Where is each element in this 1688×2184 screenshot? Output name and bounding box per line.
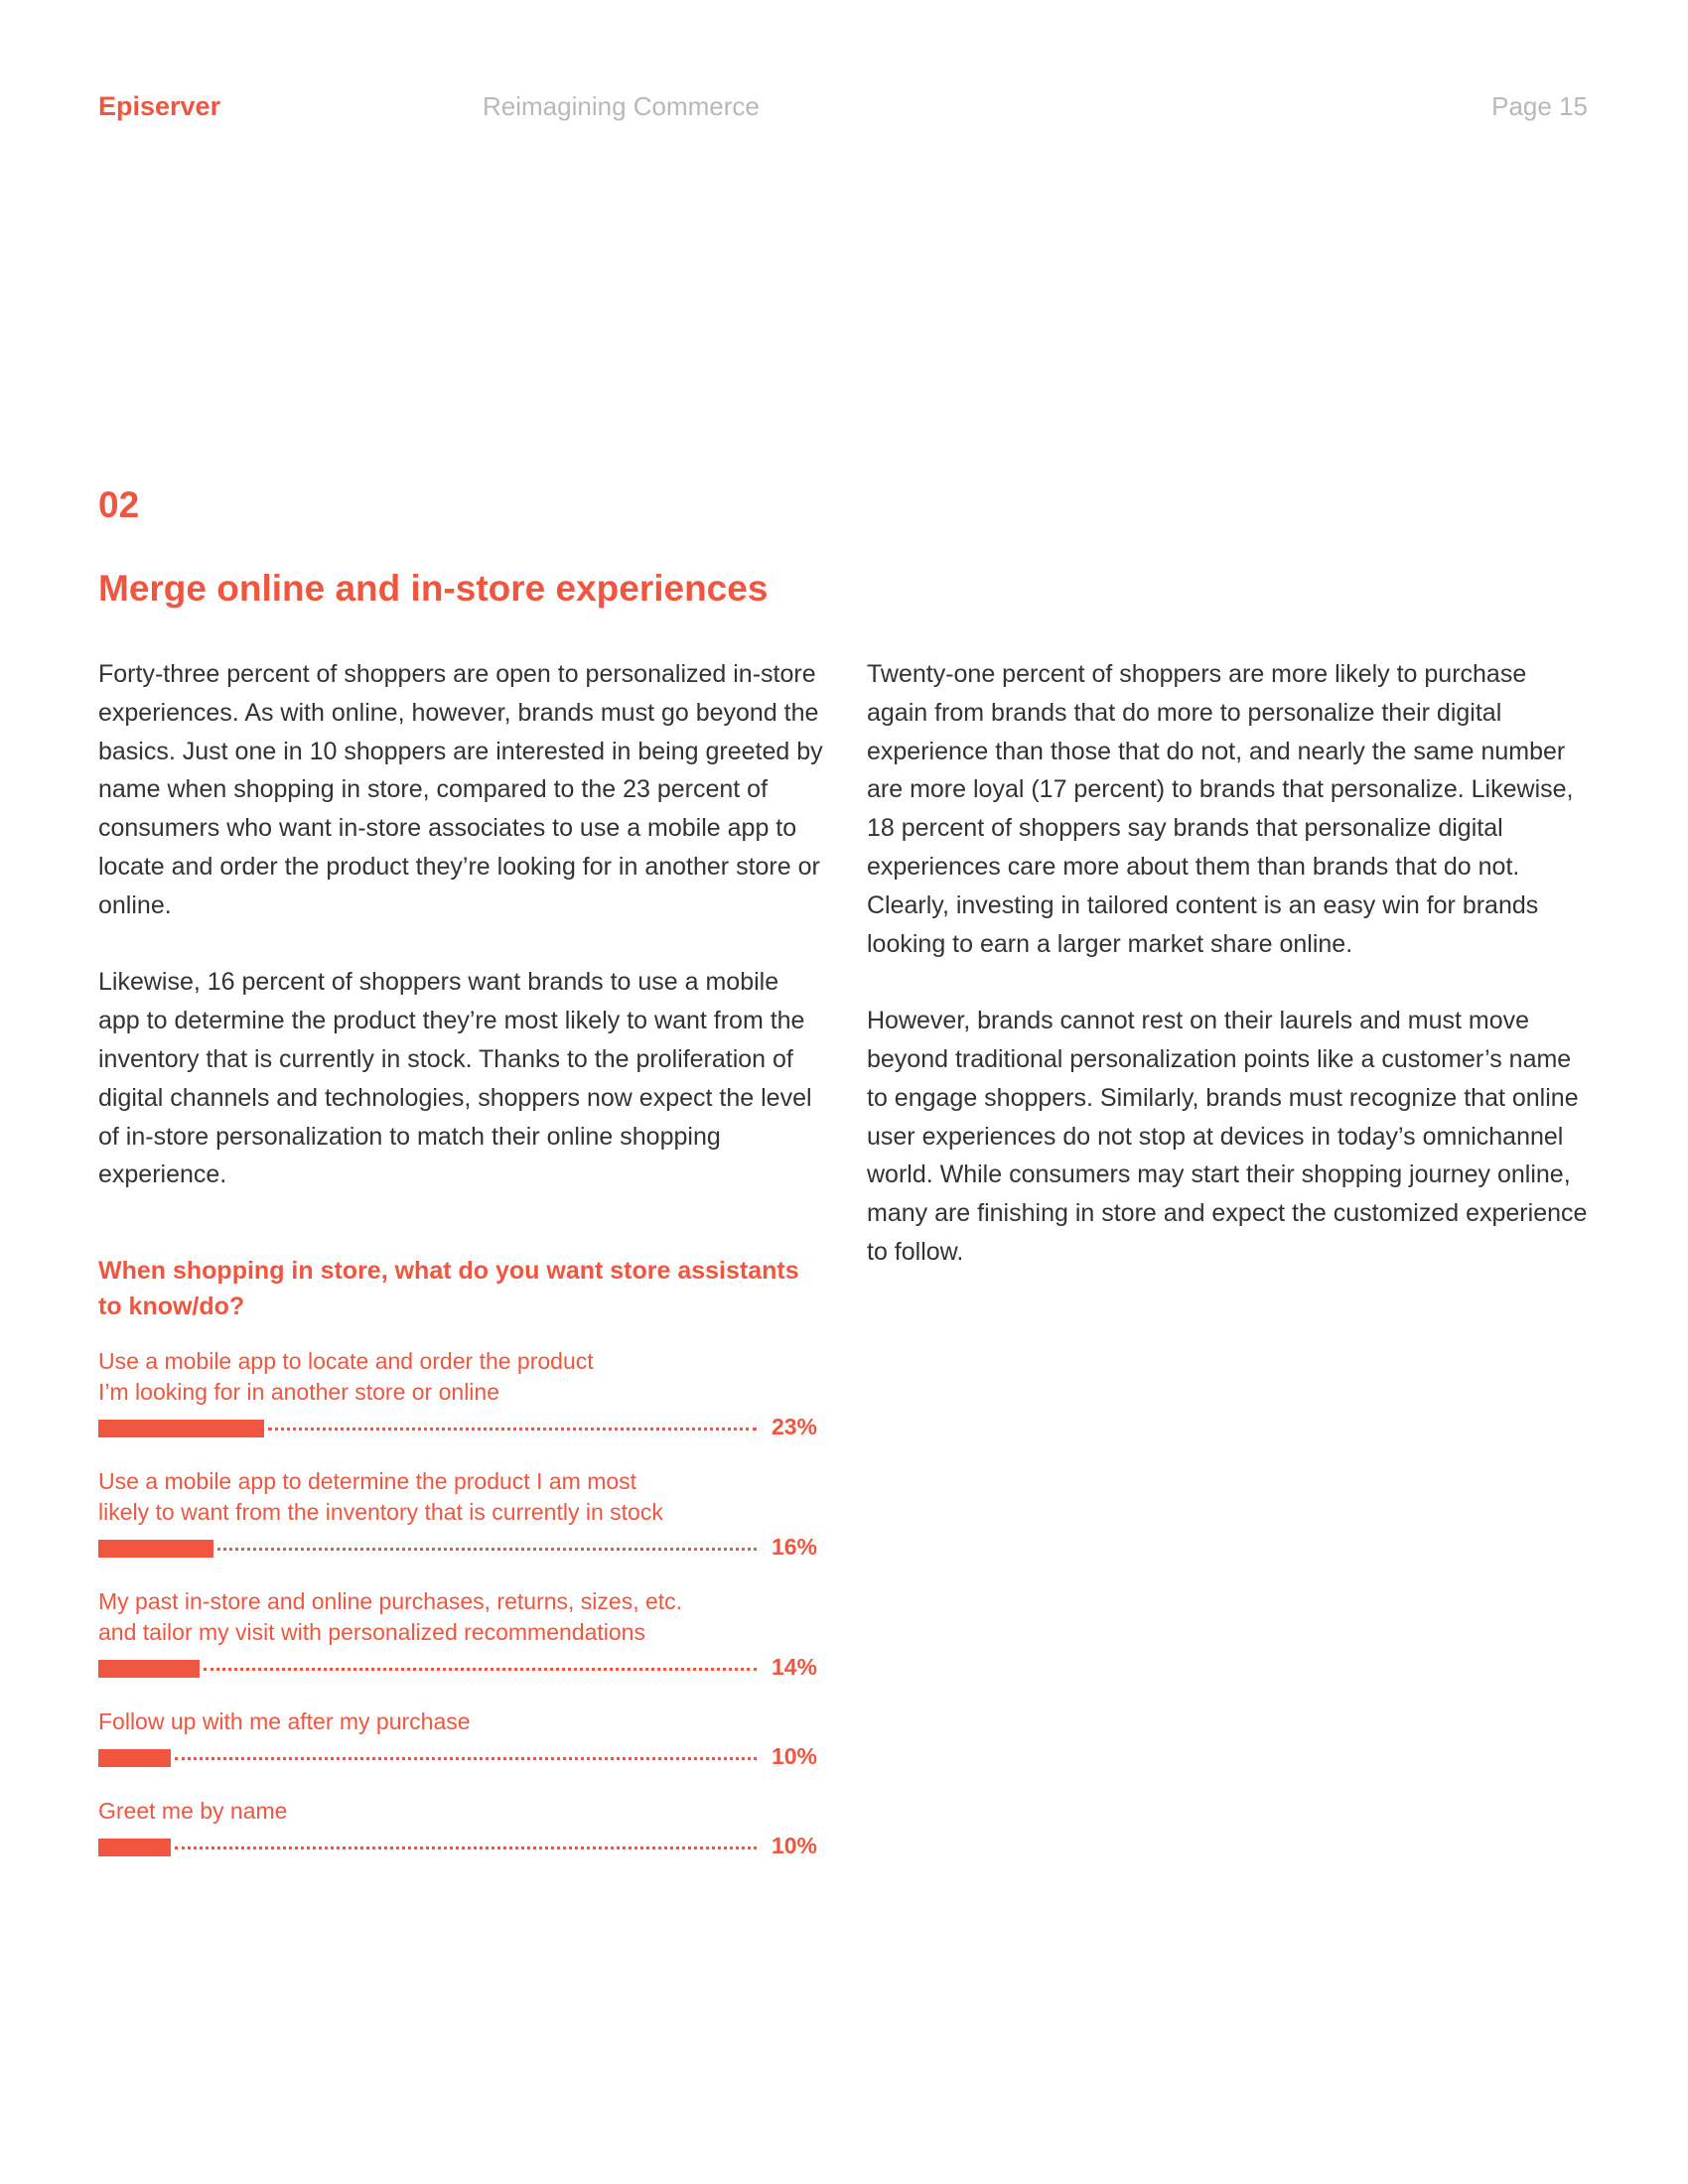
chart-item	[98, 1706, 817, 1769]
chart-item	[98, 1346, 817, 1439]
bar-remainder-dots	[204, 1668, 757, 1671]
right-paragraph-1: Twenty-one percent of shoppers are more likely to purchase again from brands that do more to personalize their digital experience than those that do not, and nearly the same number are more loyal (17 percent) to brands that personalize. Likewise, 18 percent of shoppers say brands that personalize digital experiences care more about them than brands that do not. Clearly, investing in tailored content is an easy win for brands looking to earn a larger market share online.	[867, 660, 1574, 958]
section-title: Merge online and in-store experiences	[98, 568, 769, 609]
bar	[98, 1420, 264, 1437]
left-column	[98, 655, 823, 1233]
document-title: Reimagining Commerce	[483, 91, 760, 121]
chart-category-label: Greet me by name	[98, 1798, 288, 1824]
bar-row	[98, 1532, 817, 1560]
chart-item	[98, 1796, 817, 1858]
right-paragraph-2: However, brands cannot rest on their laurels and must move beyond traditional personalization points like a customer’s name to engage shoppers. Similarly, brands must recognize that online user experiences do not stop at devices in today’s omnichannel world. While consumers may start their shopping journey online, many are finishing in store and expect the customized experience to follow.	[867, 1007, 1588, 1266]
bar-value-label: 10%	[771, 1743, 817, 1769]
right-column	[867, 655, 1592, 1310]
chart-items	[98, 1346, 817, 1858]
bar-row	[98, 1412, 817, 1439]
chart-category-label: Follow up with me after my purchase	[98, 1708, 471, 1734]
left-paragraph-2: Likewise, 16 percent of shoppers want brands to use a mobile app to determine the product they’re most likely to want from the inventory that is currently in stock. Thanks to the proliferation of digital channels and technologies, shoppers now expect the level of in-store personalization to match their online shopping experience.	[98, 968, 812, 1189]
bar	[98, 1749, 171, 1767]
survey-bar-chart	[98, 1253, 817, 1885]
section-number: 02	[98, 484, 140, 525]
chart-item	[98, 1466, 817, 1560]
brand-logo-text: Episerver	[98, 91, 221, 121]
chart-category-label: My past in-store and online purchases, returns, sizes, etc. and tailor my visit with personalized recommendations	[98, 1588, 683, 1645]
bar-remainder-dots	[175, 1846, 757, 1849]
bar	[98, 1839, 171, 1856]
page-number: Page 15	[1491, 91, 1588, 121]
bar-value-label: 10%	[771, 1833, 817, 1858]
bar-remainder-dots	[217, 1548, 757, 1551]
bar-row	[98, 1741, 817, 1769]
bar-value-label: 16%	[771, 1534, 817, 1560]
bar-row	[98, 1831, 817, 1858]
left-paragraph-1: Forty-three percent of shoppers are open to personalized in-store experiences. As with online, however, brands must go beyond the basics. Just one in 10 shoppers are interested in being greeted by name when shopping in store, compared to the 23 percent of consumers who want in-store associates to use a mobile app to locate and order the product they’re looking for in another store or online.	[98, 660, 823, 919]
chart-category-label: Use a mobile app to determine the product I am most likely to want from the inventory that is currently in stock	[98, 1468, 663, 1525]
chart-category-label: Use a mobile app to locate and order the product I’m looking for in another store or online	[98, 1348, 594, 1405]
bar	[98, 1540, 213, 1558]
chart-title: When shopping in store, what do you want store assistants to know/do?	[98, 1257, 799, 1320]
chart-item	[98, 1586, 817, 1680]
bar-remainder-dots	[268, 1428, 757, 1431]
bar-remainder-dots	[175, 1757, 757, 1760]
bar-row	[98, 1652, 817, 1680]
bar-value-label: 23%	[771, 1414, 817, 1439]
bar-value-label: 14%	[771, 1654, 817, 1680]
page-header	[98, 91, 1588, 131]
bar	[98, 1660, 200, 1678]
